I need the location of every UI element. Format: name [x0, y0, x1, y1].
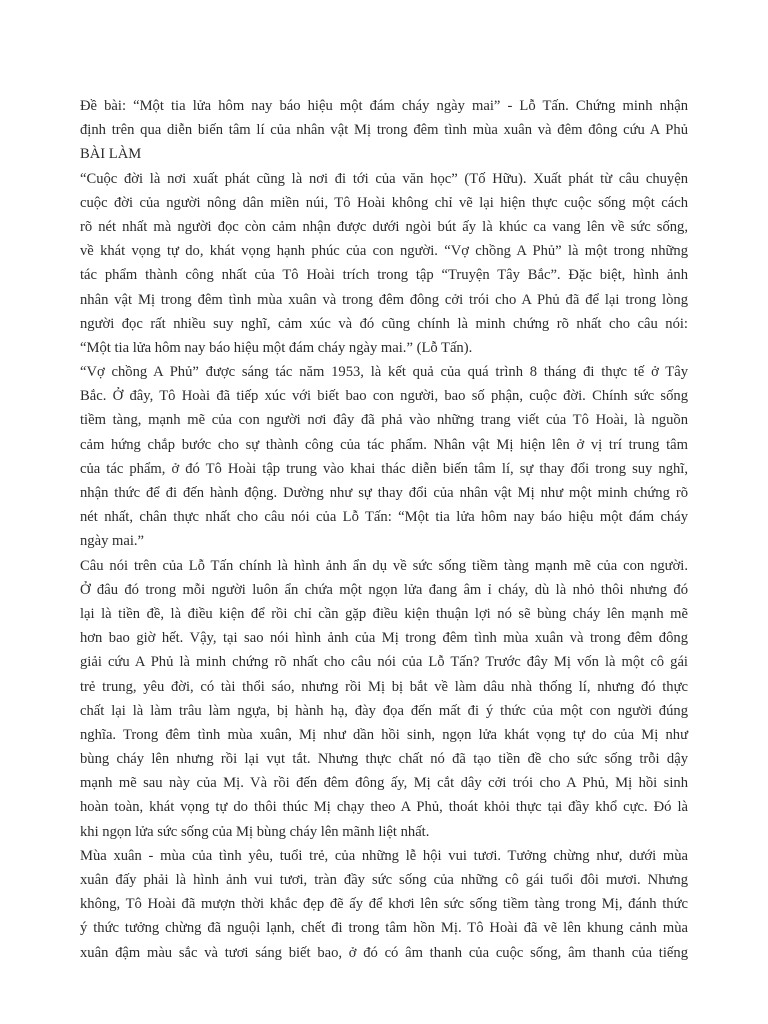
text-line: trẻ trung, yêu đời, có tài thổi sáo, nhưng rồi Mị bị bắt về làm dâu nhà thống lí, nhưng đó thực	[80, 678, 688, 695]
text-line: nghĩa. Trong đêm tình mùa xuân, Mị như dần hồi sinh, ngọn lửa khát vọng tự do của Mị như	[80, 726, 688, 743]
text-line: ngày mai.”	[80, 533, 145, 550]
text-line: “Một tia lửa hôm nay báo hiệu một đám cháy ngày mai.” (Lỗ Tấn).	[80, 339, 473, 356]
text-line: xuân đậm màu sắc và tươi sáng biết bao, ở đó có âm thanh của cuộc sống, âm thanh của tiếng	[80, 944, 688, 961]
text-line: hơn bao giờ hết. Vậy, tại sao nói hình ảnh của Mị trong đêm tình mùa xuân và trong đêm đông	[80, 630, 688, 647]
text-line: khi ngọn lửa sức sống của Mị bùng cháy lên mãnh liệt nhất.	[80, 823, 430, 840]
text-line: giải cứu A Phủ là minh chứng rõ nhất cho câu nói của Lỗ Tấn? Trước đây Mị vốn là một cô gái	[80, 654, 688, 671]
section-heading: BÀI LÀM	[80, 146, 142, 163]
text-line: về khát vọng tự do, khát vọng hạnh phúc của con người. “Vợ chồng A Phủ” là một trong những	[80, 243, 688, 260]
text-line: Bắc. Ở đây, Tô Hoài đã tiếp xúc với biết bao con người, bao số phận, cuộc đời. Chính sức sống	[80, 388, 688, 405]
text-line: “Vợ chồng A Phủ” được sáng tác năm 1953, là kết quả của quá trình 8 tháng đi thực tế ở Tây	[80, 364, 688, 381]
text-line: ý thức tưởng chừng đã nguội lạnh, chết đi trong tâm hồn Mị. Tô Hoài đã vẽ lên khung cảnh mùa	[80, 920, 688, 937]
text-line: Đề bài: “Một tia lửa hôm nay báo hiệu một đám cháy ngày mai” - Lỗ Tấn. Chứng minh nhận	[80, 98, 688, 114]
text-line: “Cuộc đời là nơi xuất phát cũng là nơi đi tới của văn học” (Tố Hữu). Xuất phát từ câu chuyện	[80, 170, 688, 187]
text-line: mạnh mẽ sau này của Mị. Và rồi đến đêm đông ấy, Mị cắt dây cởi trói cho A Phủ, Mị hồi sinh	[80, 775, 688, 792]
text-line: nhận thức để đi đến hành động. Dường như sự thay đổi của nhân vật Mị như một minh chứng rõ	[80, 485, 688, 501]
text-line: Câu nói trên của Lỗ Tấn chính là hình ảnh ẩn dụ về sức sống tiềm tàng mạnh mẽ của con người.	[80, 557, 688, 574]
text-line: tiềm tàng, mạnh mẽ của con người nơi đây đã phả vào những trang viết của Tô Hoài, là nguồn	[80, 412, 688, 429]
text-line: bùng cháy lên nhưng rồi lại vụt tắt. Nhưng thực chất nó đã tạo tiền đề cho sức sống trỗi dậy	[80, 751, 688, 768]
text-line: hoàn toàn, khát vọng tự do thôi thúc Mị chạy theo A Phủ, thoát khỏi thực tại đầy khổ cực. Đó là	[80, 799, 688, 816]
text-line: của tác phẩm, ở đó Tô Hoài tập trung vào khai thác diễn biến tâm lí, sự thay đổi trong suy nghĩ,	[80, 460, 688, 477]
text-line: Ở đâu đó trong mỗi người luôn ẩn chứa một ngọn lửa đang âm ỉ cháy, dù là nhỏ thôi nhưng đó	[80, 581, 688, 598]
essay-body	[80, 94, 688, 965]
text-line: cảm hứng chắp bước cho sự thành công của tác phẩm. Nhân vật Mị hiện lên ở vị trí trung tâm	[80, 436, 688, 453]
text-line: tác phẩm thành công nhất của Tô Hoài trích trong tập “Truyện Tây Bắc”. Đặc biệt, hình ảnh	[80, 267, 688, 284]
text-line: xuân đấy phải là hình ảnh vui tươi, tràn đầy sức sống của những cô gái tuổi đôi mươi. Nhưng	[80, 872, 688, 888]
text-line: lại là tiền đề, là điều kiện để rồi chỉ cần gặp điều kiện thuận lợi nó sẽ bùng cháy lên mạnh mẽ	[80, 605, 688, 622]
text-line: nhân vật Mị trong đêm tình mùa xuân và trong đêm đông cởi trói cho A Phủ đã để lại trong lòng	[80, 291, 688, 308]
text-line: rõ nét nhất mà người đọc còn cảm nhận được dưới ngòi bút ấy là khúc ca vang lên về sức sống,	[80, 218, 688, 235]
text-line: chất lại là làm trâu làm ngựa, bị hành hạ, đày đọa đến mất đi ý thức của một con người đúng	[80, 702, 688, 719]
text-line: Mùa xuân - mùa của tình yêu, tuổi trẻ, của những lễ hội vui tươi. Tưởng chừng như, dưới mùa	[80, 847, 688, 864]
text-line: không, Tô Hoài đã mượn thời khắc đẹp đẽ ấy để khơi lên sức sống tiềm tàng trong Mị, đánh thức	[80, 896, 688, 913]
text-line: định trên qua diễn biến tâm lí của nhân vật Mị trong đêm tình mùa xuân và đêm đông cứu A Phủ	[80, 122, 688, 139]
text-line: người đọc rất nhiều suy nghĩ, cảm xúc và đó cũng chính là minh chứng rõ nhất cho câu nói:	[80, 315, 688, 332]
text-line: cuộc đời của người nông dân miền núi, Tô Hoài không chỉ vẽ lại hiện thực cuộc sống một cách	[80, 194, 688, 211]
text-line: nét nhất, chân thực nhất cho câu nói của Lỗ Tấn: “Một tia lửa hôm nay báo hiệu một đám cháy	[80, 509, 688, 526]
